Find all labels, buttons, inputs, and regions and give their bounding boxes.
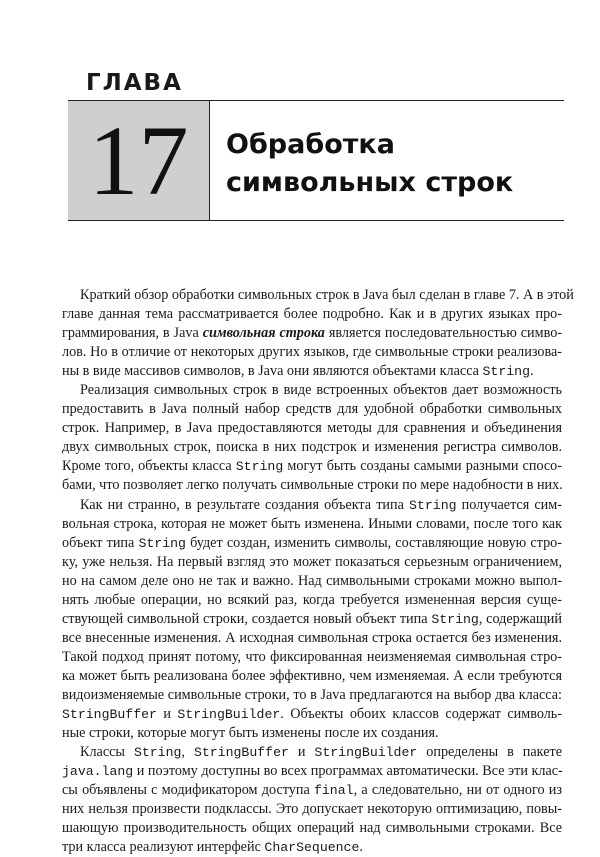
paragraph: [62, 286, 574, 381]
body-text: [62, 286, 574, 857]
chapter-title-line: Обработка: [226, 129, 395, 160]
text-run: является последовательностью симво-: [324, 325, 563, 342]
text-line: [62, 457, 562, 476]
text-line: [62, 362, 562, 381]
text-run: и: [288, 744, 315, 761]
text-line: [62, 400, 562, 419]
chapter-title-line: символьных строк: [226, 167, 514, 198]
text-run: все внесенные изменения. А исходная символьная строка остается без изменения.: [62, 629, 562, 646]
text-line: [62, 648, 562, 667]
text-run: , а следовательно, ни от одного из: [353, 782, 562, 799]
text-line: [62, 819, 562, 838]
text-run: вольная строка, которая не может быть изменена. Иными словами, после того как: [62, 515, 562, 532]
text-line: [62, 305, 562, 324]
emphasis: символьная строка: [202, 325, 325, 342]
inline-code: StringBuilder: [177, 707, 281, 723]
text-line: [62, 553, 562, 572]
chapter-label: ГЛАВА: [86, 70, 183, 96]
text-line: [62, 705, 562, 724]
text-run: ка может быть реализована более эффективно, чем изменяемая. А если требуются: [62, 667, 562, 684]
paragraph: [62, 381, 562, 495]
paragraph: [62, 496, 562, 744]
text-run: строк. Например, в Java предоставляются методы для сравнения и объединения: [62, 420, 562, 437]
text-line: [62, 724, 562, 743]
text-run: главе данная тема рассматривается более подробно. Как и в других языках про-: [62, 306, 562, 323]
inline-code: String: [235, 459, 284, 475]
text-run: Кроме того, объекты класса: [62, 458, 236, 475]
text-line: [62, 781, 562, 800]
text-run: бами, что позволяет легко получать символьные строки по мере надобности в них.: [62, 477, 563, 494]
text-run: ны в виде массивов символов, в Java они являются объектами класса: [62, 363, 483, 380]
text-run: ные строки, которые могут быть изменены после их создания.: [62, 725, 439, 742]
text-run: ствующей символьной строки, создается новый объект типа: [62, 610, 432, 627]
text-run: предоставить в Java полный набор средств для удобной обработки символьных: [62, 401, 562, 418]
text-run: двух символьных строк, поиска в них подстрок и изменения регистра символов.: [62, 439, 562, 456]
inline-code: StringBuilder: [314, 745, 418, 761]
inline-code: java.lang: [62, 764, 134, 780]
chapter-number: 17: [88, 105, 189, 216]
inline-code: final: [313, 783, 354, 799]
text-line: [62, 286, 574, 305]
inline-code: String: [409, 497, 457, 513]
text-line: [62, 438, 562, 457]
paragraph: [62, 743, 562, 857]
inline-code: String: [133, 745, 182, 761]
text-run: .: [359, 839, 363, 856]
text-line: [62, 838, 562, 857]
text-line: [62, 534, 562, 553]
text-run: Реализация символьных строк в виде встроенных объектов дает возможность: [80, 382, 562, 399]
text-run: и поэтому доступны во всех программах автоматически. Все эти клас-: [133, 763, 563, 780]
text-run: нять любые операции, но всякий раз, когда требуется измененная версия суще-: [62, 591, 562, 608]
text-line: [62, 343, 562, 362]
text-run: Как ни странно, в результате создания объекта типа: [80, 496, 410, 513]
inline-code: CharSequence: [264, 840, 360, 856]
text-line: [62, 743, 562, 762]
text-run: будет создан, изменить символы, составляющие новую стро-: [185, 534, 562, 551]
text-run: три класса реализуют интерфейс: [62, 839, 265, 856]
text-line: [62, 800, 562, 819]
inline-code: StringBuffer: [62, 707, 157, 723]
text-line: [62, 667, 562, 686]
text-run: видоизменяемые символьные строки, то в Java предлагаются на выбор два класса:: [62, 686, 562, 703]
text-line: [62, 419, 562, 438]
text-run: шающую производительность общих операций над символьными строками. Все: [62, 820, 562, 837]
text-run: Классы: [80, 744, 134, 761]
text-line: [62, 629, 562, 648]
text-run: могут быть созданы самыми разными спосо-: [283, 458, 563, 475]
text-run: получается сим-: [456, 496, 562, 513]
text-run: объект типа: [62, 534, 139, 551]
header-rule-bottom: [68, 220, 564, 221]
text-run: них нельзя произвести подклассы. Это допускает некоторую оптимизацию, повы-: [62, 801, 562, 818]
text-run: но на самом деле оно не так и важно. Над символьными строками можно выпол-: [62, 572, 562, 589]
inline-code: String: [138, 535, 186, 551]
text-run: . Объекты обоих классов содержат символь-: [280, 706, 562, 723]
text-line: [62, 324, 562, 343]
text-run: Краткий обзор обработки символьных строк в Java был сделан в главе 7. А в этой: [80, 287, 574, 303]
text-line: [62, 476, 562, 495]
text-run: ,: [181, 744, 194, 761]
text-line: [62, 591, 562, 610]
text-line: [62, 381, 562, 400]
text-run: и: [156, 706, 178, 723]
text-run: ку, уже нельзя. На первый взгляд это может показаться серьезным ограничением,: [62, 553, 562, 570]
inline-code: String: [431, 611, 479, 627]
text-line: [62, 496, 562, 515]
text-run: Такой подход принят потому, что фиксированная неизменяемая символьная стро-: [62, 648, 562, 665]
text-line: [62, 572, 562, 591]
text-line: [62, 515, 562, 534]
text-run: определены в пакете: [417, 744, 563, 761]
inline-code: String: [482, 364, 530, 380]
text-run: , содержащий: [478, 610, 562, 627]
inline-code: StringBuffer: [193, 745, 289, 761]
text-line: [62, 762, 562, 781]
text-line: [62, 610, 562, 629]
text-run: граммирования, в Java: [62, 325, 203, 342]
header-divider: [209, 101, 210, 220]
text-run: лов. Но в отличие от некоторых других языков, где символьные строки реализова-: [62, 344, 562, 361]
text-run: сы объявлены с модификатором доступа: [62, 782, 314, 799]
chapter-title: [226, 126, 556, 202]
text-line: [62, 686, 562, 705]
text-run: .: [530, 363, 534, 380]
